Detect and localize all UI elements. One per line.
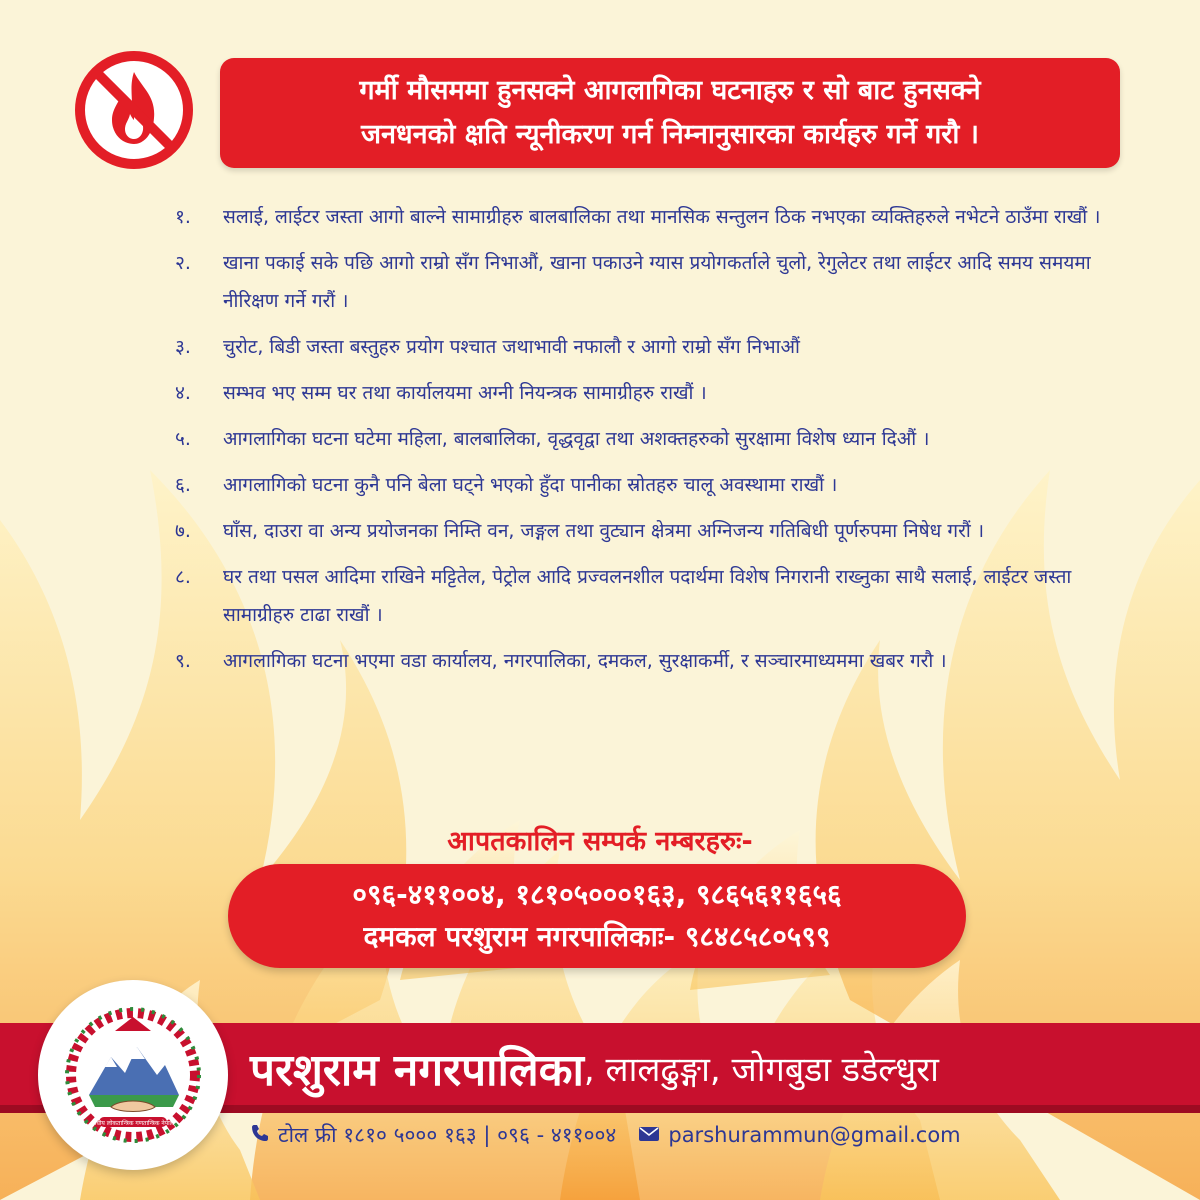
rule-number: ४. [175,382,191,404]
emergency-contacts-title: आपतकालिन सम्पर्क नम्बरहरुः- [447,826,753,857]
fire-brigade-number: दमकल परशुराम नगरपालिकाः- ९८४८५८०५९९ [363,920,831,953]
rule-number: ६. [175,474,191,496]
rule-number: ८. [175,566,191,588]
rule-text: आगलागिका घटना भएमा वडा कार्यालय, नगरपालिका, दमकल, सुरक्षाकर्मी, र सञ्चारमाध्यममा खबर गरौ । [223,650,947,672]
list-item [175,244,1135,320]
header-banner [220,58,1120,168]
emergency-contacts-box [228,864,966,968]
municipality-title: परशुराम नगरपालिका [250,1045,584,1096]
tollfree-number: टोल फ्री १८१० ५००० १६३ | ०९६ - ४११००४ [278,1123,617,1147]
rule-number: १. [175,206,191,228]
emblem-caption: संघीय लोकतान्त्रिक गणतान्त्रिक नेपाल [92,1120,174,1127]
envelope-icon [638,1123,660,1147]
header-line-1: गर्मी मौसममा हुनसक्ने आगलागिका घटनाहरु र सो बाट हुनसक्ने [359,75,981,106]
rule-text: घर तथा पसल आदिमा राखिने मट्टितेल, पेट्रोल आदि प्रज्वलनशील पदार्थमा विशेष निगरानी राख्नुका साथै सलाई, लाईटर जस्ता सामाग्रीहरु टाढा राखौं । [223,566,1072,626]
list-item [175,328,1135,366]
header-line-2: जनधनको क्षति न्यूनीकरण गर्न निम्नानुसारका कार्यहरु गर्ने गरौ । [361,119,979,150]
phone-icon [250,1123,270,1148]
contact-info-line [250,1118,1170,1152]
list-item [175,558,1135,634]
rule-text: सलाई, लाईटर जस्ता आगो बाल्ने सामाग्रीहरु बालबालिका तथा मानसिक सन्तुलन ठिक नभएका व्यक्तिहरुले नभेटने ठाउँमा राखौं । [223,206,1101,228]
list-item [175,420,1135,458]
rule-text: खाना पकाई सके पछि आगो राम्रो सँग निभाऔं, खाना पकाउने ग्यास प्रयोगकर्ताले चुलो, रेगुलेटर तथा लाईटर आदि समय समयमा नीरिक्षण गर्ने गरौं । [223,252,1091,312]
rule-number: ३. [175,336,191,358]
list-item [175,198,1135,236]
no-fire-icon [72,48,196,172]
list-item [175,466,1135,504]
rule-text: चुरोट, बिडी जस्ता बस्तुहरु प्रयोग पश्चात जथाभावी नफालौ र आगो राम्रो सँग निभाऔं [223,336,800,358]
emergency-numbers: ०९६-४११००४, १८१०५०००१६३, ९८६५६११६५६ [352,878,842,911]
nepal-emblem-icon [38,980,228,1170]
email-link[interactable]: parshurammun@gmail.com [668,1123,961,1147]
rule-number: ९. [175,650,191,672]
rule-number: ७. [175,520,191,542]
rule-text: आगलागिको घटना कुनै पनि बेला घट्ने भएको हुँदा पानीका स्रोतहरु चालू अवस्थामा राखौं । [223,474,838,496]
rule-number: २. [175,252,191,274]
safety-rules-list [175,198,1135,688]
list-item [175,642,1135,680]
list-item [175,374,1135,412]
rule-text: आगलागिका घटना घटेमा महिला, बालबालिका, वृद्धवृद्वा तथा अशक्तहरुको सुरक्षामा विशेष ध्यान दिऔं । [223,428,930,450]
municipality-name [250,1031,939,1105]
municipality-location: , लालढुङ्गा, जोगबुडा डडेल्धुरा [583,1050,939,1090]
list-item [175,512,1135,550]
rule-text: सम्भव भए सम्म घर तथा कार्यालयमा अग्नी नियन्त्रक सामाग्रीहरु राखौं । [223,382,707,404]
rule-number: ५. [175,428,191,450]
rule-text: घाँस, दाउरा वा अन्य प्रयोजनका निम्ति वन, जङ्गल तथा वुट्यान क्षेत्रमा अग्निजन्य गतिबिधी पूर्णरुपमा निषेध गरौं । [223,520,985,542]
